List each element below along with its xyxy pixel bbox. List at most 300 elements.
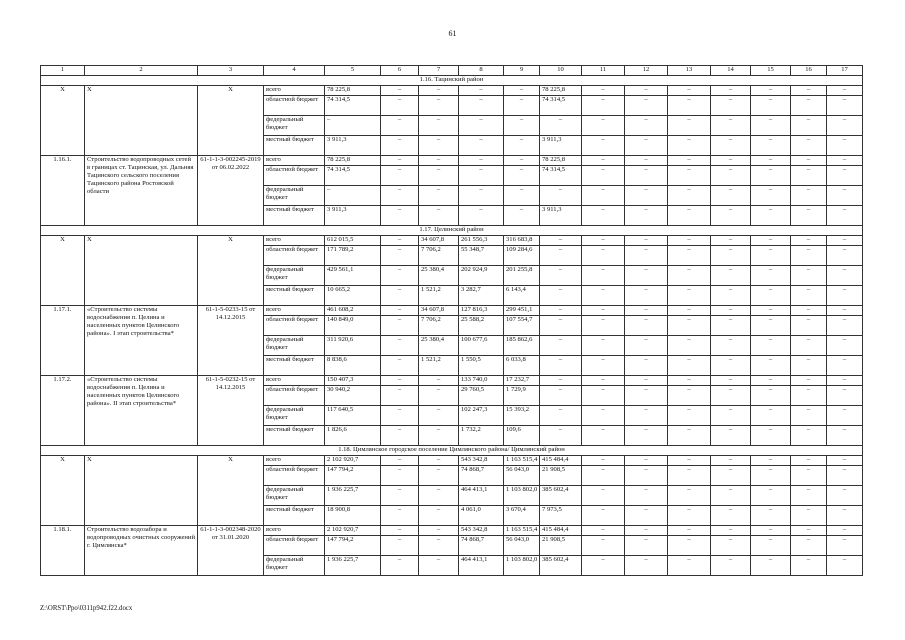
- value-cell: –: [381, 466, 419, 486]
- value-cell: –: [325, 186, 381, 206]
- value-cell: –: [381, 316, 419, 336]
- value-cell: 56 043,0: [504, 536, 540, 556]
- column-number: 17: [827, 66, 863, 76]
- value-cell: –: [791, 116, 827, 136]
- value-cell: –: [540, 266, 582, 286]
- value-cell: –: [711, 316, 751, 336]
- expertise-code: 61-1-5-0232-15 от 14.12.2015: [198, 376, 264, 446]
- value-cell: –: [582, 186, 625, 206]
- value-cell: 100 677,6: [459, 336, 504, 356]
- value-cell: –: [459, 116, 504, 136]
- value-cell: 7 706,2: [419, 246, 459, 266]
- value-cell: –: [625, 166, 668, 186]
- row-number: 1.18.1.: [41, 526, 85, 576]
- table-row: [41, 86, 863, 96]
- section-header-row: [41, 76, 863, 86]
- value-cell: –: [827, 206, 863, 226]
- value-cell: –: [791, 236, 827, 246]
- value-cell: –: [582, 486, 625, 506]
- value-cell: –: [668, 166, 711, 186]
- value-cell: –: [582, 336, 625, 356]
- value-cell: 18 900,8: [325, 506, 381, 526]
- value-cell: –: [419, 386, 459, 406]
- value-cell: –: [625, 156, 668, 166]
- value-cell: –: [381, 206, 419, 226]
- value-cell: –: [459, 86, 504, 96]
- value-cell: 3 911,3: [540, 136, 582, 156]
- value-cell: 78 225,8: [325, 156, 381, 166]
- value-cell: 127 816,3: [459, 306, 504, 316]
- value-cell: –: [751, 246, 791, 266]
- value-cell: –: [827, 386, 863, 406]
- value-cell: –: [381, 486, 419, 506]
- value-cell: –: [582, 116, 625, 136]
- value-cell: –: [381, 96, 419, 116]
- value-cell: –: [668, 306, 711, 316]
- value-cell: –: [827, 376, 863, 386]
- funding-source: областной бюджет: [264, 166, 325, 186]
- value-cell: –: [625, 386, 668, 406]
- value-cell: –: [827, 486, 863, 506]
- value-cell: –: [459, 186, 504, 206]
- value-cell: 15 393,2: [504, 406, 540, 426]
- value-cell: –: [711, 466, 751, 486]
- value-cell: –: [582, 156, 625, 166]
- value-cell: –: [711, 96, 751, 116]
- funding-source: областной бюджет: [264, 96, 325, 116]
- value-cell: 3 282,7: [459, 286, 504, 306]
- expertise-code: Х: [198, 236, 264, 306]
- value-cell: –: [419, 96, 459, 116]
- value-cell: –: [540, 386, 582, 406]
- value-cell: –: [827, 136, 863, 156]
- value-cell: –: [668, 426, 711, 446]
- column-number: 13: [668, 66, 711, 76]
- value-cell: –: [711, 246, 751, 266]
- value-cell: –: [751, 286, 791, 306]
- value-cell: –: [827, 506, 863, 526]
- value-cell: –: [625, 246, 668, 266]
- value-cell: –: [791, 406, 827, 426]
- value-cell: 74 314,5: [540, 96, 582, 116]
- value-cell: 464 413,1: [459, 486, 504, 506]
- value-cell: –: [540, 406, 582, 426]
- value-cell: –: [582, 286, 625, 306]
- value-cell: –: [625, 536, 668, 556]
- value-cell: 7 706,2: [419, 316, 459, 336]
- value-cell: –: [827, 266, 863, 286]
- value-cell: 109,6: [504, 426, 540, 446]
- value-cell: –: [419, 376, 459, 386]
- value-cell: 171 789,2: [325, 246, 381, 266]
- value-cell: –: [751, 466, 791, 486]
- value-cell: 74 868,7: [459, 466, 504, 486]
- table-row: [41, 156, 863, 166]
- value-cell: –: [711, 356, 751, 376]
- value-cell: –: [791, 166, 827, 186]
- value-cell: 185 862,6: [504, 336, 540, 356]
- value-cell: –: [582, 306, 625, 316]
- table-body: [41, 66, 863, 576]
- value-cell: 21 908,5: [540, 536, 582, 556]
- value-cell: 261 556,3: [459, 236, 504, 246]
- value-cell: –: [827, 526, 863, 536]
- funding-source: местный бюджет: [264, 506, 325, 526]
- value-cell: –: [711, 406, 751, 426]
- value-cell: –: [381, 86, 419, 96]
- value-cell: –: [582, 266, 625, 286]
- funding-source: всего: [264, 526, 325, 536]
- value-cell: –: [791, 486, 827, 506]
- value-cell: –: [540, 376, 582, 386]
- value-cell: 8 838,6: [325, 356, 381, 376]
- value-cell: 385 602,4: [540, 486, 582, 506]
- value-cell: –: [791, 156, 827, 166]
- value-cell: –: [419, 156, 459, 166]
- value-cell: –: [668, 376, 711, 386]
- value-cell: –: [459, 166, 504, 186]
- value-cell: –: [791, 206, 827, 226]
- funding-source: областной бюджет: [264, 386, 325, 406]
- value-cell: –: [419, 206, 459, 226]
- value-cell: –: [381, 286, 419, 306]
- value-cell: –: [625, 406, 668, 426]
- value-cell: –: [711, 426, 751, 446]
- value-cell: –: [751, 406, 791, 426]
- value-cell: –: [625, 116, 668, 136]
- value-cell: 78 225,8: [540, 86, 582, 96]
- value-cell: –: [827, 166, 863, 186]
- value-cell: –: [791, 266, 827, 286]
- value-cell: 102 247,3: [459, 406, 504, 426]
- value-cell: –: [668, 246, 711, 266]
- value-cell: –: [381, 116, 419, 136]
- value-cell: 1 163 515,4: [504, 456, 540, 466]
- value-cell: 78 225,8: [325, 86, 381, 96]
- value-cell: 74 868,7: [459, 536, 504, 556]
- value-cell: –: [381, 556, 419, 576]
- object-name: Х: [85, 86, 198, 156]
- value-cell: 74 314,5: [540, 166, 582, 186]
- value-cell: –: [711, 556, 751, 576]
- value-cell: –: [827, 456, 863, 466]
- value-cell: –: [419, 466, 459, 486]
- value-cell: –: [419, 86, 459, 96]
- value-cell: 201 255,8: [504, 266, 540, 286]
- section-header-row: [41, 446, 863, 456]
- value-cell: 1 103 802,0: [504, 556, 540, 576]
- value-cell: –: [711, 86, 751, 96]
- value-cell: 311 920,6: [325, 336, 381, 356]
- value-cell: –: [668, 156, 711, 166]
- value-cell: –: [582, 376, 625, 386]
- value-cell: –: [791, 356, 827, 376]
- value-cell: –: [625, 316, 668, 336]
- funding-source: областной бюджет: [264, 246, 325, 266]
- funding-source: местный бюджет: [264, 136, 325, 156]
- value-cell: –: [419, 116, 459, 136]
- value-cell: 21 908,5: [540, 466, 582, 486]
- value-cell: –: [504, 96, 540, 116]
- value-cell: –: [751, 536, 791, 556]
- value-cell: –: [459, 156, 504, 166]
- object-name: Х: [85, 456, 198, 526]
- value-cell: –: [827, 246, 863, 266]
- value-cell: –: [582, 236, 625, 246]
- section-title: 1.18. Цимлянское городское поселение Цимлянского района/ Цимлянский район: [41, 446, 863, 456]
- value-cell: 133 740,0: [459, 376, 504, 386]
- value-cell: –: [827, 316, 863, 336]
- footer-file-path: Z:\ORST\Ppo\0311p942.f22.docx: [40, 605, 133, 612]
- value-cell: –: [540, 116, 582, 136]
- value-cell: –: [381, 266, 419, 286]
- value-cell: 1 936 225,7: [325, 556, 381, 576]
- value-cell: –: [419, 456, 459, 466]
- value-cell: 4 061,0: [459, 506, 504, 526]
- value-cell: –: [751, 96, 791, 116]
- value-cell: 461 608,2: [325, 306, 381, 316]
- value-cell: –: [419, 406, 459, 426]
- funding-source: федеральный бюджет: [264, 336, 325, 356]
- value-cell: 25 588,2: [459, 316, 504, 336]
- value-cell: –: [791, 316, 827, 336]
- value-cell: –: [625, 466, 668, 486]
- value-cell: –: [625, 556, 668, 576]
- value-cell: –: [419, 136, 459, 156]
- value-cell: –: [540, 286, 582, 306]
- value-cell: –: [751, 206, 791, 226]
- funding-source: федеральный бюджет: [264, 486, 325, 506]
- budget-table: [40, 65, 863, 576]
- value-cell: –: [827, 186, 863, 206]
- table-row: [41, 526, 863, 536]
- value-cell: –: [751, 166, 791, 186]
- value-cell: –: [791, 86, 827, 96]
- value-cell: –: [791, 526, 827, 536]
- value-cell: 6 033,8: [504, 356, 540, 376]
- value-cell: –: [668, 266, 711, 286]
- value-cell: –: [582, 506, 625, 526]
- value-cell: 150 407,3: [325, 376, 381, 386]
- value-cell: –: [751, 376, 791, 386]
- value-cell: –: [381, 236, 419, 246]
- value-cell: –: [582, 526, 625, 536]
- value-cell: –: [668, 556, 711, 576]
- value-cell: –: [751, 386, 791, 406]
- expertise-code: 61-1-5-0233-15 от 14.12.2015: [198, 306, 264, 376]
- value-cell: –: [751, 456, 791, 466]
- funding-source: федеральный бюджет: [264, 116, 325, 136]
- value-cell: –: [381, 166, 419, 186]
- value-cell: –: [791, 96, 827, 116]
- object-name: Х: [85, 236, 198, 306]
- column-number: 10: [540, 66, 582, 76]
- value-cell: 1 521,2: [419, 356, 459, 376]
- value-cell: 74 314,5: [325, 96, 381, 116]
- column-number: 12: [625, 66, 668, 76]
- column-number: 4: [264, 66, 325, 76]
- row-number: Х: [41, 456, 85, 526]
- value-cell: 3 911,3: [540, 206, 582, 226]
- funding-source: местный бюджет: [264, 286, 325, 306]
- value-cell: –: [791, 246, 827, 266]
- value-cell: –: [582, 166, 625, 186]
- value-cell: –: [381, 136, 419, 156]
- value-cell: –: [711, 536, 751, 556]
- value-cell: –: [711, 506, 751, 526]
- column-number: 9: [504, 66, 540, 76]
- value-cell: –: [582, 536, 625, 556]
- value-cell: 6 143,4: [504, 286, 540, 306]
- value-cell: –: [504, 166, 540, 186]
- value-cell: 543 342,8: [459, 456, 504, 466]
- value-cell: 1 936 225,7: [325, 486, 381, 506]
- value-cell: –: [625, 456, 668, 466]
- value-cell: 2 102 920,7: [325, 526, 381, 536]
- value-cell: 17 232,7: [504, 376, 540, 386]
- funding-source: местный бюджет: [264, 206, 325, 226]
- value-cell: –: [381, 426, 419, 446]
- row-number: Х: [41, 86, 85, 156]
- value-cell: –: [751, 486, 791, 506]
- value-cell: –: [625, 526, 668, 536]
- value-cell: –: [625, 306, 668, 316]
- row-number: 1.16.1.: [41, 156, 85, 226]
- value-cell: –: [668, 86, 711, 96]
- value-cell: –: [711, 486, 751, 506]
- value-cell: –: [582, 426, 625, 446]
- value-cell: –: [827, 86, 863, 96]
- value-cell: –: [668, 236, 711, 246]
- value-cell: 1 103 802,0: [504, 486, 540, 506]
- value-cell: –: [540, 336, 582, 356]
- value-cell: –: [827, 536, 863, 556]
- value-cell: 55 348,7: [459, 246, 504, 266]
- value-cell: 78 225,8: [540, 156, 582, 166]
- value-cell: –: [540, 236, 582, 246]
- value-cell: –: [791, 186, 827, 206]
- value-cell: –: [711, 386, 751, 406]
- value-cell: –: [711, 136, 751, 156]
- value-cell: –: [540, 316, 582, 336]
- column-number: 6: [381, 66, 419, 76]
- value-cell: –: [827, 116, 863, 136]
- value-cell: –: [625, 86, 668, 96]
- value-cell: –: [827, 236, 863, 246]
- column-number: 2: [85, 66, 198, 76]
- value-cell: –: [381, 186, 419, 206]
- value-cell: –: [751, 116, 791, 136]
- value-cell: –: [419, 536, 459, 556]
- value-cell: 29 760,5: [459, 386, 504, 406]
- value-cell: –: [827, 96, 863, 116]
- value-cell: 140 849,0: [325, 316, 381, 336]
- value-cell: –: [751, 526, 791, 536]
- object-name: Строительство водопроводных сетей в границах ст. Тацинская, ул. Дальняя Тацинского сельского поселения Тацинского района Ростовской области: [85, 156, 198, 226]
- value-cell: –: [582, 96, 625, 116]
- value-cell: –: [381, 356, 419, 376]
- value-cell: –: [668, 286, 711, 306]
- page-number: 61: [448, 29, 457, 38]
- value-cell: –: [668, 186, 711, 206]
- column-number: 3: [198, 66, 264, 76]
- funding-source: местный бюджет: [264, 426, 325, 446]
- funding-source: всего: [264, 376, 325, 386]
- expertise-code: 61-1-1-3-002348-2020 от 31.01.2020: [198, 526, 264, 576]
- value-cell: –: [827, 306, 863, 316]
- value-cell: 10 665,2: [325, 286, 381, 306]
- table-row: [41, 456, 863, 466]
- column-number: 1: [41, 66, 85, 76]
- value-cell: –: [419, 556, 459, 576]
- funding-source: всего: [264, 156, 325, 166]
- value-cell: –: [504, 206, 540, 226]
- value-cell: –: [625, 506, 668, 526]
- value-cell: –: [791, 136, 827, 156]
- value-cell: –: [419, 506, 459, 526]
- value-cell: –: [381, 336, 419, 356]
- value-cell: 3 911,3: [325, 136, 381, 156]
- value-cell: –: [791, 386, 827, 406]
- value-cell: –: [419, 526, 459, 536]
- value-cell: –: [625, 426, 668, 446]
- value-cell: –: [668, 116, 711, 136]
- funding-source: федеральный бюджет: [264, 406, 325, 426]
- value-cell: 316 683,8: [504, 236, 540, 246]
- value-cell: –: [791, 426, 827, 446]
- value-cell: –: [540, 426, 582, 446]
- value-cell: 1 729,9: [504, 386, 540, 406]
- value-cell: 3 670,4: [504, 506, 540, 526]
- value-cell: –: [668, 536, 711, 556]
- value-cell: –: [711, 526, 751, 536]
- value-cell: –: [540, 306, 582, 316]
- funding-source: всего: [264, 86, 325, 96]
- column-number-row: [41, 66, 863, 76]
- value-cell: 34 607,8: [419, 306, 459, 316]
- value-cell: –: [625, 236, 668, 246]
- object-name: Строительство водозабора и водопроводных очистных сооружений г. Цимлянска*: [85, 526, 198, 576]
- value-cell: 30 940,2: [325, 386, 381, 406]
- value-cell: –: [791, 456, 827, 466]
- value-cell: –: [381, 156, 419, 166]
- value-cell: –: [791, 286, 827, 306]
- value-cell: 2 102 920,7: [325, 456, 381, 466]
- funding-source: всего: [264, 456, 325, 466]
- table-row: [41, 306, 863, 316]
- value-cell: –: [625, 266, 668, 286]
- value-cell: 25 380,4: [419, 336, 459, 356]
- value-cell: –: [381, 306, 419, 316]
- value-cell: 1 826,6: [325, 426, 381, 446]
- value-cell: –: [540, 186, 582, 206]
- funding-source: областной бюджет: [264, 316, 325, 336]
- value-cell: –: [827, 556, 863, 576]
- value-cell: 74 314,5: [325, 166, 381, 186]
- value-cell: –: [751, 86, 791, 96]
- row-number: Х: [41, 236, 85, 306]
- value-cell: –: [419, 426, 459, 446]
- value-cell: –: [751, 136, 791, 156]
- value-cell: –: [827, 466, 863, 486]
- value-cell: –: [381, 376, 419, 386]
- value-cell: –: [625, 336, 668, 356]
- value-cell: –: [625, 186, 668, 206]
- column-number: 5: [325, 66, 381, 76]
- value-cell: –: [791, 556, 827, 576]
- value-cell: –: [381, 246, 419, 266]
- value-cell: 612 015,5: [325, 236, 381, 246]
